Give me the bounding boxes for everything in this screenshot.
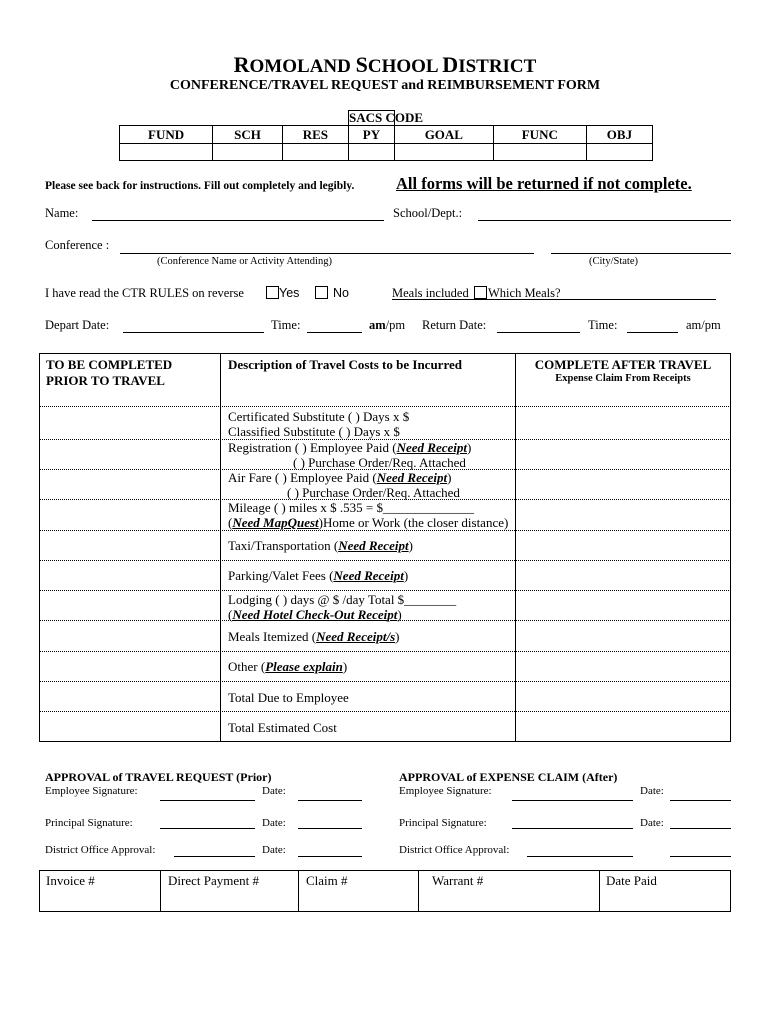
yes-label: Yes (279, 286, 300, 300)
meals-row (228, 629, 399, 645)
no-label: No (333, 286, 349, 300)
header-divider (39, 406, 731, 407)
district-letter: R (233, 52, 250, 77)
meals-text: Meals Itemized ( (228, 629, 317, 644)
other-text: Other ( (228, 659, 266, 674)
prior-employee-sig-field[interactable] (160, 800, 255, 801)
paren: ) (467, 440, 472, 455)
sacs-col-func: FUNC (493, 126, 586, 144)
ampm-text: am/pm (686, 318, 721, 332)
prior-district-approval-label: District Office Approval: (45, 844, 156, 856)
warrant-cell[interactable]: Warrant # (432, 873, 484, 888)
taxi-row (228, 538, 413, 554)
after-district-date-field[interactable] (670, 856, 731, 857)
return-date-label: Return Date: (422, 318, 487, 332)
after-employee-date-label: Date: (640, 785, 664, 797)
after-employee-date-field[interactable] (670, 800, 731, 801)
after-employee-sig-label: Employee Signature: (399, 785, 492, 797)
certificated-sub-row: Certificated Substitute ( ) Days x $ (228, 409, 410, 424)
need-hotel-text: Need Hotel Check-Out Receipt (232, 607, 398, 622)
district-name (0, 52, 770, 78)
parking-text: Parking/Valet Fees ( (228, 568, 334, 583)
depart-date-label: Depart Date: (45, 318, 110, 332)
instructions-text: Please see back for instructions. Fill out completely and legibly. (45, 180, 355, 192)
prior-district-date-field[interactable] (298, 856, 362, 857)
after-employee-sig-field[interactable] (512, 800, 633, 801)
after-principal-date-field[interactable] (670, 828, 731, 829)
sacs-col-obj: OBJ (586, 126, 652, 144)
paren: ( (228, 607, 233, 622)
prior-approval-title: APPROVAL of TRAVEL REQUEST (Prior) (45, 770, 272, 784)
need-mapquest-text: Need MapQuest (232, 515, 319, 530)
col-divider-2 (515, 353, 516, 742)
depart-time-field[interactable] (307, 332, 362, 333)
depart-date-field[interactable] (123, 332, 264, 333)
description-header: Description of Travel Costs to be Incurred (228, 357, 462, 372)
total-due-row: Total Due to Employee (228, 690, 349, 705)
sacs-input-sch[interactable] (213, 144, 283, 161)
depart-ampm (369, 318, 405, 333)
yes-checkbox[interactable] (266, 286, 279, 299)
after-subheader: Expense Claim From Receipts (555, 373, 691, 384)
row-divider (40, 651, 731, 652)
paren: ) (397, 607, 402, 622)
row-divider (40, 681, 731, 682)
need-receipt-text: Need Receipt (396, 440, 467, 455)
return-time-field[interactable] (627, 332, 678, 333)
prior-principal-sig-label: Principal Signature: (45, 817, 133, 829)
after-header: COMPLETE AFTER TRAVEL (534, 357, 712, 372)
sacs-label: SACS CODE (348, 110, 424, 125)
prior-employee-date-label: Date: (262, 785, 286, 797)
after-district-approval-label: District Office Approval: (399, 844, 510, 856)
hotel-receipt-row (228, 607, 402, 623)
sacs-header-row (120, 126, 653, 144)
name-label: Name: (45, 206, 79, 220)
other-row (228, 659, 347, 675)
airfare-po-row: ( ) Purchase Order/Req. Attached (287, 485, 460, 500)
registration-text: Registration ( ) Employee Paid ( (228, 440, 397, 455)
paren: ) (408, 538, 413, 553)
sacs-col-sch: SCH (213, 126, 283, 144)
prior-district-date-label: Date: (262, 844, 286, 856)
registration-po-row: ( ) Purchase Order/Req. Attached (293, 455, 466, 470)
return-ampm (686, 318, 721, 333)
sacs-col-fund: FUND (120, 126, 213, 144)
form-title: CONFERENCE/TRAVEL REQUEST and REIMBURSEMENT FORM (169, 78, 601, 93)
payment-col-divider (298, 870, 299, 912)
payment-col-divider (418, 870, 419, 912)
sacs-input-res[interactable] (282, 144, 348, 161)
pm-text: /pm (385, 318, 406, 332)
lodging-row: Lodging ( ) days @ $ /day Total $________ (228, 592, 457, 607)
mapquest-rest: )Home or Work (the closer distance) (318, 515, 509, 530)
date-paid-cell[interactable]: Date Paid (606, 873, 657, 888)
need-receipt-text: Need Receipt (338, 538, 409, 553)
conference-hint: (Conference Name or Activity Attending) (157, 256, 332, 267)
city-state-field[interactable] (551, 253, 731, 254)
row-divider (40, 560, 731, 561)
after-approval-title: APPROVAL of EXPENSE CLAIM (After) (399, 770, 618, 784)
need-receipts-text: Need Receipt/s (316, 629, 396, 644)
school-dept-label: School/Dept.: (393, 206, 463, 220)
school-dept-field[interactable] (478, 220, 731, 221)
return-date-field[interactable] (497, 332, 580, 333)
district-part: OMOLAND (249, 56, 351, 77)
mapquest-row (228, 515, 508, 531)
need-receipt-text: Need Receipt (333, 568, 404, 583)
district-part: ISTRICT (458, 56, 537, 77)
which-meals-label: Which Meals? (488, 286, 561, 300)
sacs-input-func[interactable] (493, 144, 586, 161)
city-state-hint: (City/State) (589, 256, 638, 267)
total-estimated-row: Total Estimated Cost (228, 720, 337, 735)
district-letter: D (442, 52, 459, 77)
prior-employee-sig-label: Employee Signature: (45, 785, 138, 797)
name-field[interactable] (92, 220, 384, 221)
meals-underline (392, 299, 562, 300)
prior-district-approval-field[interactable] (174, 856, 255, 857)
paren: ) (403, 568, 409, 583)
sacs-input-py[interactable] (348, 144, 394, 161)
sacs-col-res: RES (282, 126, 348, 144)
after-district-approval-field[interactable] (527, 856, 633, 857)
after-principal-date-label: Date: (640, 817, 664, 829)
prior-principal-date-label: Date: (262, 817, 286, 829)
ctr-rules-label: I have read the CTR RULES on reverse (45, 286, 244, 300)
depart-time-label: Time: (271, 318, 301, 332)
airfare-text: Air Fare ( ) Employee Paid ( (228, 470, 377, 485)
after-principal-sig-field[interactable] (512, 828, 633, 829)
return-time-label: Time: (588, 318, 618, 332)
claim-cell[interactable]: Claim # (306, 873, 348, 888)
mileage-row: Mileage ( ) miles x $ .535 = $______________ (228, 500, 474, 515)
col-divider-1 (220, 353, 221, 742)
district-letter: S (355, 52, 368, 77)
am-text: am (369, 318, 386, 332)
sacs-input-row (120, 144, 653, 161)
parking-row (228, 568, 408, 584)
direct-payment-cell[interactable]: Direct Payment # (168, 873, 259, 888)
sacs-input-obj[interactable] (586, 144, 652, 161)
meals-included-label: Meals included (392, 286, 469, 300)
need-receipt-text: Need Receipt (376, 470, 448, 485)
paren: ( (228, 515, 233, 530)
which-meals-field[interactable] (562, 299, 716, 300)
airfare-row (228, 470, 451, 486)
sacs-col-py: PY (348, 126, 394, 144)
taxi-text: Taxi/Transportation ( (228, 538, 339, 553)
conference-label: Conference : (45, 238, 110, 252)
no-checkbox[interactable] (315, 286, 328, 299)
sacs-input-goal[interactable] (394, 144, 493, 161)
prior-principal-date-field[interactable] (298, 828, 362, 829)
prior-employee-date-field[interactable] (298, 800, 362, 801)
invoice-cell[interactable]: Invoice # (46, 873, 95, 888)
district-part: CHOOL (367, 56, 438, 77)
after-principal-sig-label: Principal Signature: (399, 817, 487, 829)
sacs-input-fund[interactable] (120, 144, 213, 161)
prior-header-2: PRIOR TO TRAVEL (46, 373, 165, 388)
row-divider (40, 711, 731, 712)
row-divider (40, 590, 731, 591)
sacs-col-goal: GOAL (394, 126, 493, 144)
prior-header-1: TO BE COMPLETED (46, 357, 173, 372)
please-explain-text: Please explain (265, 659, 343, 674)
classified-sub-row: Classified Substitute ( ) Days x $ (228, 424, 400, 439)
paren: ) (342, 659, 348, 674)
prior-principal-sig-field[interactable] (160, 828, 255, 829)
conference-field[interactable] (120, 253, 534, 254)
paren: ) (395, 629, 400, 644)
incomplete-warning: All forms will be returned if not complete. (396, 174, 692, 193)
paren: ) (447, 470, 452, 485)
payment-col-divider (599, 870, 600, 912)
meals-checkbox[interactable] (474, 286, 487, 299)
registration-row (228, 440, 471, 456)
payment-col-divider (160, 870, 161, 912)
